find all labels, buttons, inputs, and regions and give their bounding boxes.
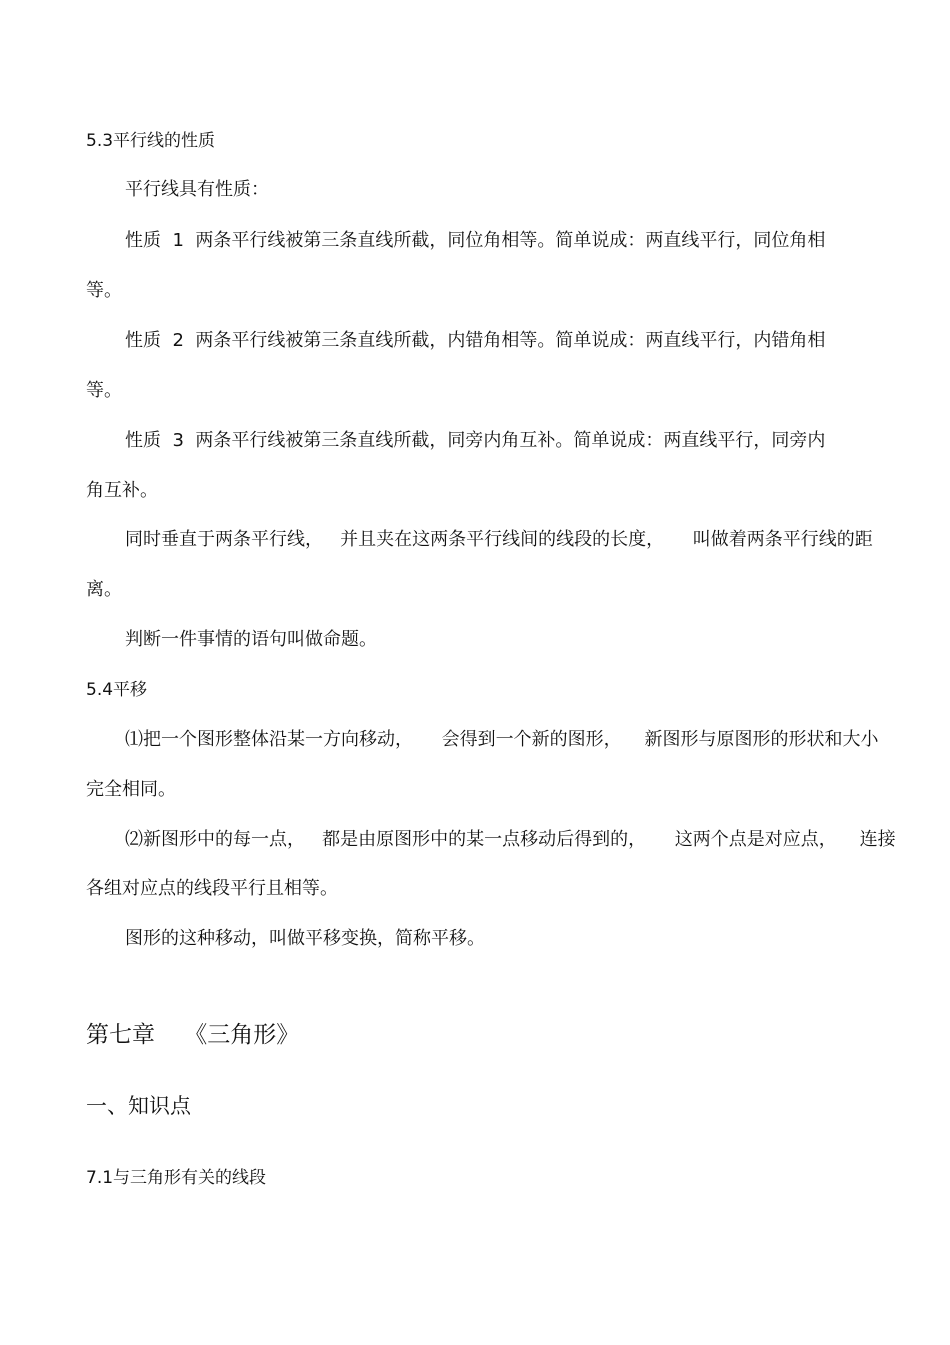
translation-item-2-line-2: 各组对应点的线段平行且相等。 <box>86 878 338 899</box>
section-heading-5-4: 5.4平移 <box>86 680 148 700</box>
translation-summary: 图形的这种移动，叫做平移变换，简称平移。 <box>125 928 485 949</box>
property-3-line-1: 性质 3 两条平行线被第三条直线所截，同旁内角互补。简单说成：两直线平行，同旁内 <box>125 430 826 451</box>
property-1-line-1: 性质 1 两条平行线被第三条直线所截，同位角相等。简单说成：两直线平行，同位角相 <box>125 230 826 251</box>
distance-definition-line-2: 离。 <box>86 579 122 600</box>
chapter-title: 第七章 《三角形》 <box>86 1022 300 1048</box>
property-3-line-2: 角互补。 <box>86 480 158 501</box>
translation-item-2-line-1: ⑵新图形中的每一点， 都是由原图形中的某一点移动后得到的， 这两个点是对应点， 连接 <box>125 829 896 850</box>
property-2-line-2: 等。 <box>86 380 122 401</box>
proposition-definition: 判断一件事情的语句叫做命题。 <box>125 629 377 650</box>
section-heading-7-1: 7.1与三角形有关的线段 <box>86 1168 267 1188</box>
part-heading: 一、知识点 <box>86 1094 191 1118</box>
translation-item-1-line-1: ⑴把一个图形整体沿某一方向移动， 会得到一个新的图形， 新图形与原图形的形状和大小 <box>125 729 879 750</box>
property-2-line-1: 性质 2 两条平行线被第三条直线所截，内错角相等。简单说成：两直线平行，内错角相 <box>125 330 826 351</box>
paragraph-intro: 平行线具有性质： <box>125 179 269 200</box>
property-1-line-2: 等。 <box>86 280 122 301</box>
section-heading-5-3: 5.3平行线的性质 <box>86 131 216 151</box>
distance-definition-line-1: 同时垂直于两条平行线， 并且夹在这两条平行线间的线段的长度， 叫做着两条平行线的距 <box>125 529 873 550</box>
translation-item-1-line-2: 完全相同。 <box>86 779 176 800</box>
